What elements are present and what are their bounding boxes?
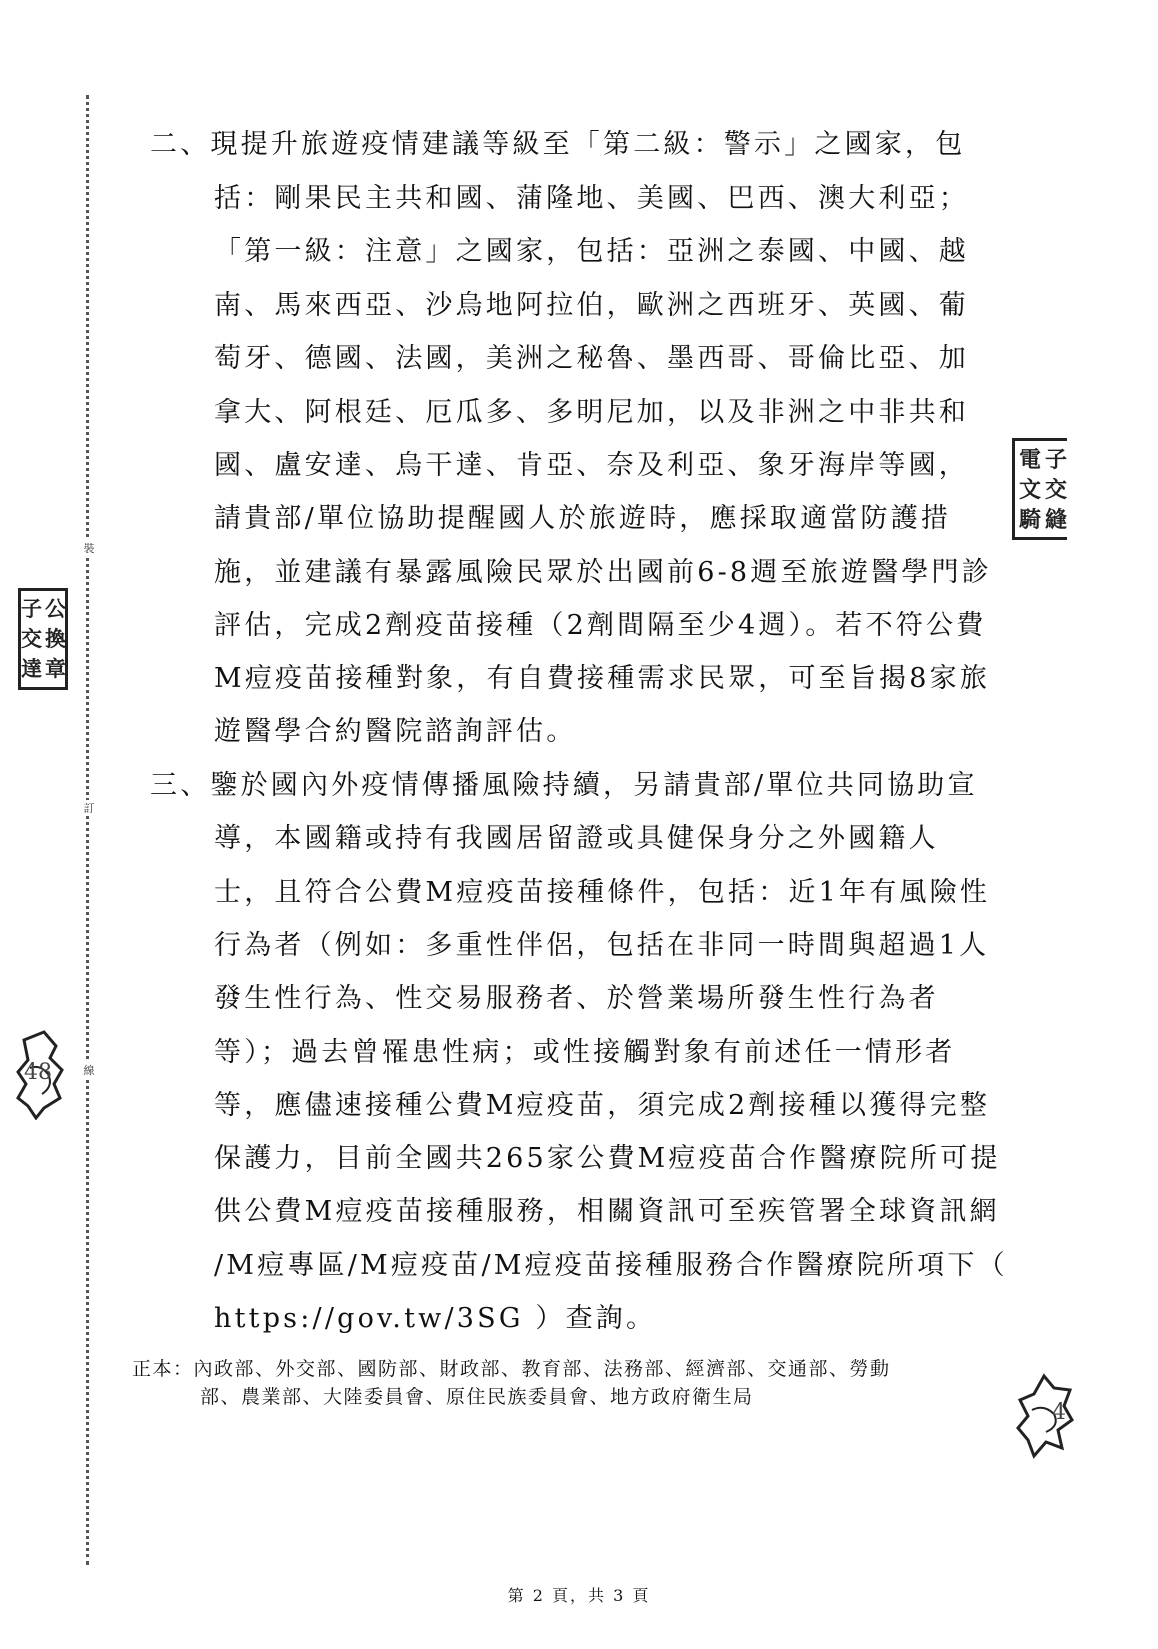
- section-3-line-11[interactable]: https://gov.tw/3SG ）查詢。: [214, 1303, 657, 1334]
- left-side-page-number: 48: [24, 1060, 52, 1085]
- section-2-line-1: 二、現提升旅遊疫情建議等級至「第二級：警示」之國家，包: [150, 129, 966, 160]
- right-seal-char-4: 交: [1045, 477, 1068, 503]
- section-3-line-7: 等，應儘速接種公費M痘疫苗，須完成2劑接種以獲得完整: [214, 1090, 991, 1121]
- section-3-line-3: 士，且符合公費M痘疫苗接種條件，包括：近1年有風險性: [214, 877, 991, 908]
- binding-line: [86, 95, 89, 1565]
- left-seal-char-4: 子: [21, 596, 42, 621]
- section-2-line-5: 萄牙、德國、法國，美洲之秘魯、墨西哥、哥倫比亞、加: [214, 343, 969, 374]
- right-seal-char-1: 電: [1019, 447, 1042, 473]
- left-seal-char-1: 公: [45, 596, 66, 621]
- right-seal-char-5: 騎: [1019, 507, 1042, 533]
- left-seal-char-3: 章: [45, 656, 66, 681]
- section-3-line-10: /M痘專區/M痘疫苗/M痘疫苗接種服務合作醫療院所項下（: [214, 1250, 1008, 1281]
- section-3-line-2: 導，本國籍或持有我國居留證或具健保身分之外國籍人: [214, 823, 939, 854]
- left-exchange-seal: [18, 588, 68, 690]
- section-2-line-7: 國、盧安達、烏干達、肯亞、奈及利亞、象牙海岸等國，: [214, 450, 969, 481]
- page-footer: 第 2 頁，共 3 頁: [507, 1586, 651, 1605]
- binding-char-bottom: 線: [83, 1064, 95, 1077]
- section-2-line-11: M痘疫苗接種對象，有自費接種需求民眾，可至旨揭8家旅: [214, 663, 991, 694]
- left-seal-char-2: 換: [45, 626, 66, 651]
- section-3-line-8: 保護力，目前全國共265家公費M痘疫苗合作醫療院所可提: [214, 1143, 1001, 1174]
- section-2-line-4: 南、馬來西亞、沙烏地阿拉伯，歐洲之西班牙、英國、葡: [214, 290, 969, 321]
- section-3-line-6: 等）；過去曾罹患性病；或性接觸對象有前述任一情形者: [214, 1037, 956, 1068]
- cc-line-1: 正本：內政部、外交部、國防部、財政部、教育部、法務部、經濟部、交通部、勞動: [132, 1358, 891, 1380]
- section-3-line-1: 三、鑒於國內外疫情傳播風險持續，另請貴部/單位共同協助宣: [150, 770, 978, 801]
- section-2-line-12: 遊醫學合約醫院諮詢評估。: [214, 716, 577, 747]
- section-2-line-9: 施，並建議有暴露風險民眾於出國前6-8週至旅遊醫學門診: [214, 557, 992, 588]
- right-seal-char-6: 縫: [1045, 507, 1068, 533]
- left-seal-char-5: 交: [21, 626, 42, 651]
- right-seal-char-2: 子: [1045, 447, 1068, 473]
- left-seal-char-6: 達: [21, 656, 42, 681]
- right-stitch-seal: [1012, 438, 1067, 540]
- binding-char-middle: 訂: [83, 802, 95, 815]
- section-3-line-5: 發生性行為、性交易服務者、於營業場所發生性行為者: [214, 983, 939, 1014]
- section-3-line-4: 行為者（例如：多重性伴侶，包括在非同一時間與超過1人: [214, 930, 990, 961]
- section-2-line-10: 評估，完成2劑疫苗接種（2劑間隔至少4週）。若不符公費: [214, 610, 987, 641]
- right-side-page-number: 4: [1052, 1400, 1066, 1425]
- section-2-line-8: 請貴部/單位協助提醒國人於旅遊時，應採取適當防護措: [214, 503, 952, 534]
- binding-char-top: 裝: [83, 542, 95, 555]
- section-2-line-6: 拿大、阿根廷、厄瓜多、多明尼加，以及非洲之中非共和: [214, 397, 969, 428]
- cc-line-2: 部、農業部、大陸委員會、原住民族委員會、地方政府衛生局: [200, 1386, 754, 1408]
- section-2-line-3: 「第一級：注意」之國家，包括：亞洲之泰國、中國、越: [214, 236, 969, 267]
- section-2-line-2: 括：剛果民主共和國、蒲隆地、美國、巴西、澳大利亞；: [214, 183, 969, 214]
- section-3-line-9: 供公費M痘疫苗接種服務，相關資訊可至疾管署全球資訊網: [214, 1196, 1000, 1227]
- right-seal-char-3: 文: [1019, 477, 1042, 503]
